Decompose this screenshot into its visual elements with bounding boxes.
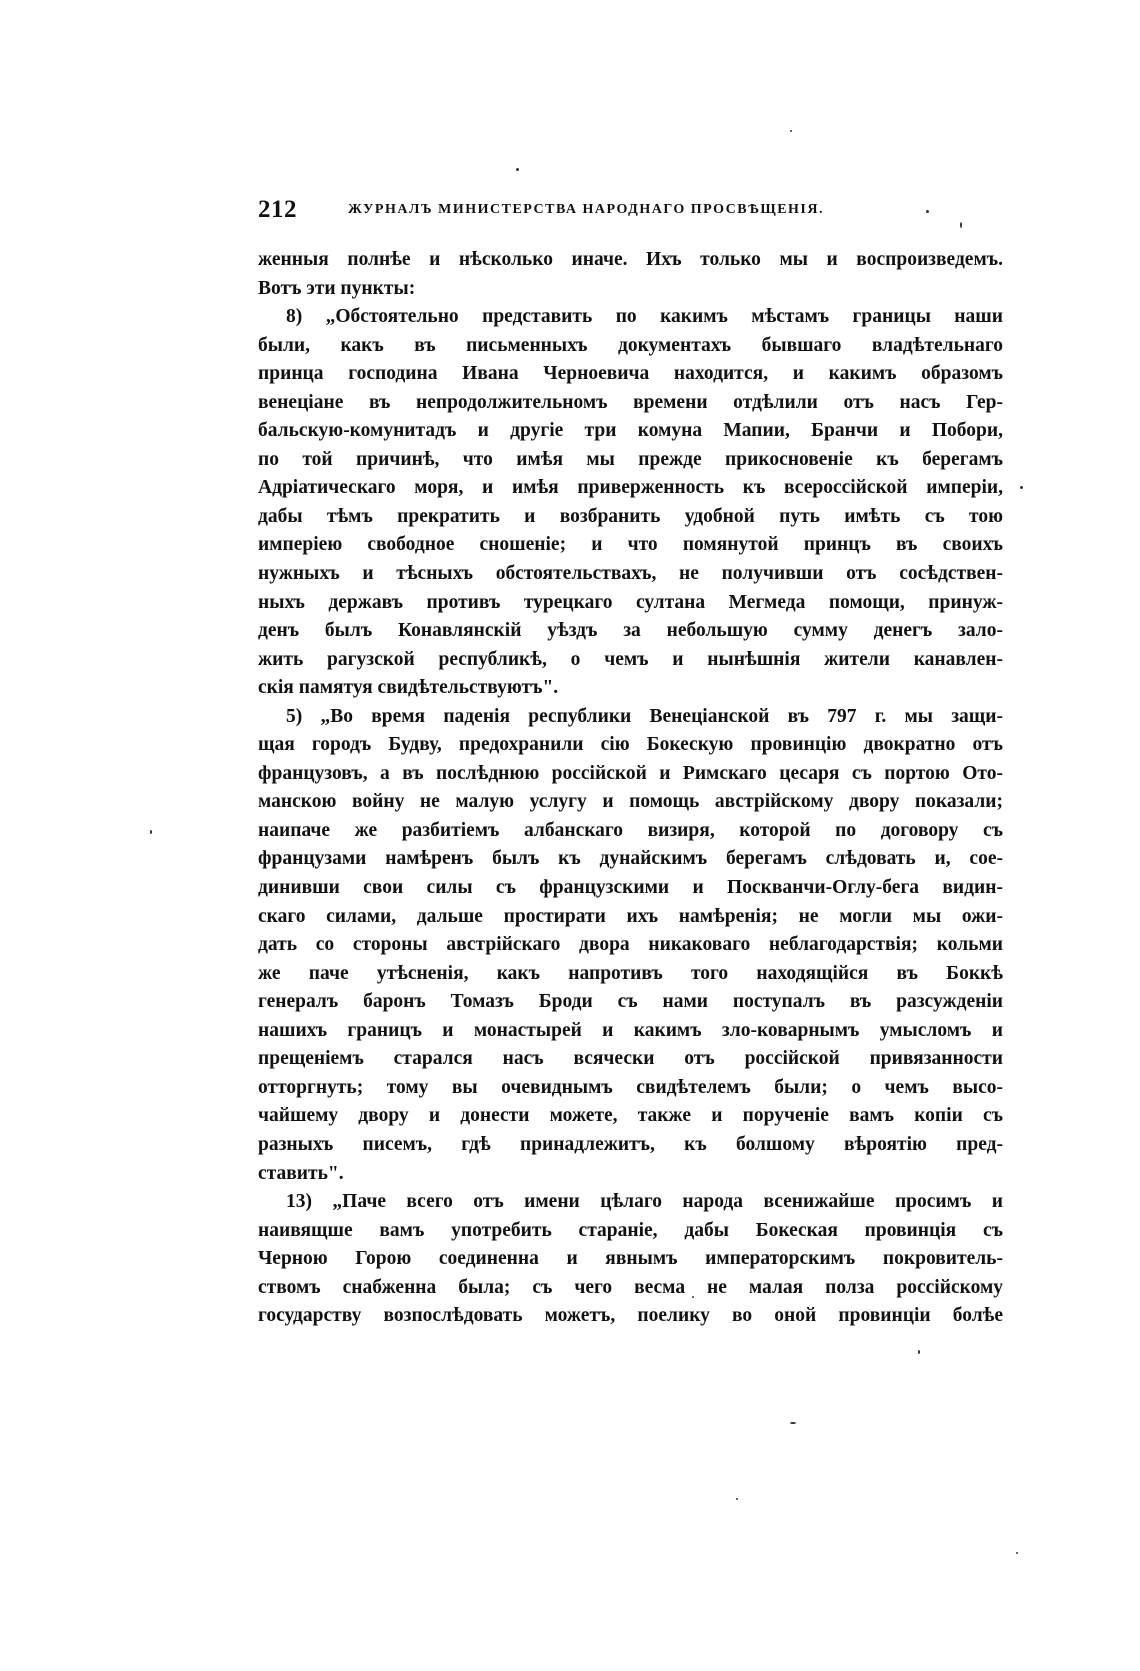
text-line: Черною Горою соединенна и явнымъ императорскимъ покровитель- xyxy=(258,1248,1003,1270)
paragraph-start-8: 8) „Обстоятельно представить по какимъ мѣстамъ границы наши xyxy=(286,306,1003,328)
text-line: имперіею свободное сношеніе; и что помянутой принцъ въ своихъ xyxy=(258,534,1003,556)
document-page xyxy=(258,196,1003,1331)
text-line: бальскую-комунитадъ и другіе три комуна Мапии, Бранчи и Побори, xyxy=(258,420,1003,442)
text-line: женныя полнѣе и нѣсколько иначе. Ихъ только мы и воспроизведемъ. xyxy=(258,249,1003,270)
text-line: французовъ, а въ послѣднюю россійской и Римскаго цесаря съ портою Ото- xyxy=(258,762,1003,784)
text-line: щая городъ Будву, предохранили сію Бокескую провинцію двократно отъ xyxy=(258,734,1003,756)
text-line: наивящше вамъ употребить стараніе, дабы Бокеская провинція съ xyxy=(258,1219,1003,1241)
running-title: ЖУРНАЛЪ МИНИСТЕРСТВА НАРОДНАГО ПРОСВѢЩЕНІЯ. xyxy=(348,202,824,217)
paragraph-start-5: 5) „Во время паденія республики Венеціанской въ 797 г. мы защи- xyxy=(286,705,1003,727)
text-line: денъ былъ Конавлянскій уѣздъ за небольшую сумму денегъ зало- xyxy=(258,620,1003,642)
text-line: же паче утѣсненія, какъ напротивъ того находящійся въ Боккѣ xyxy=(258,962,1003,984)
text-line: манскою войну не малую услугу и помощь австрійскому двору показали; xyxy=(258,791,1003,813)
text-line: дабы тѣмъ прекратить и возбранить удобной путь имѣть съ тою xyxy=(258,505,1003,527)
text-line: дать со стороны австрійскаго двора никаковаго неблагодарствія; кольми xyxy=(258,934,1003,956)
text-line: нашихъ границъ и монастырей и какимъ зло-коварнымъ умысломъ и xyxy=(258,1019,1003,1041)
text-line: жить рагузской республикѣ, о чемъ и нынѣшнія жители канавлен- xyxy=(258,648,1003,670)
text-line: скія памятуя свидѣтельствуютъ". xyxy=(258,677,559,699)
text-line: по той причинѣ, что имѣя мы прежде прикосновеніе къ берегамъ xyxy=(258,448,1003,470)
text-line: генералъ баронъ Томазъ Броди съ нами поступалъ въ разсужденіи xyxy=(258,991,1003,1013)
page-header xyxy=(258,196,1003,236)
text-line: ныхъ державъ противъ турецкаго султана Мегмеда помощи, принуж- xyxy=(258,591,1003,613)
text-line: ствомъ снабженна была; съ чего весма не малая полза россійскому xyxy=(258,1276,1003,1298)
paragraph-start-13: 13) „Паче всего отъ имени цѣлаго народа всенижайше просимъ и xyxy=(286,1191,1003,1213)
text-line: отторгнуть; тому вы очевиднымъ свидѣтелемъ были; о чемъ высо- xyxy=(258,1076,1003,1098)
text-line: государству возпослѣдовать можетъ, поелику во оной провинціи болѣе xyxy=(258,1305,1003,1327)
text-line: французами намѣренъ былъ къ дунайскимъ берегамъ слѣдовать и, сое- xyxy=(258,848,1003,870)
text-line: Адріатическаго моря, и имѣя приверженность къ всероссійской имперіи, xyxy=(258,477,1003,499)
text-line: ставить". xyxy=(258,1162,344,1184)
page-number: 212 xyxy=(258,196,297,223)
body-text xyxy=(258,246,1003,1331)
text-line: прещеніемъ старался насъ всячески отъ россійской привязанности xyxy=(258,1048,1003,1070)
text-line: венеціане въ непродолжительномъ времени отдѣлили отъ насъ Гер- xyxy=(258,391,1003,413)
text-line: Вотъ эти пункты: xyxy=(258,277,416,299)
text-line: разныхъ писемъ, гдѣ принадлежитъ, къ болшому вѣроятію пред- xyxy=(258,1133,1003,1155)
text-line: скаго силами, дальше простирати ихъ намѣренія; не могли мы ожи- xyxy=(258,905,1003,927)
text-line: наипаче же разбитіемъ албанскаго визиря, которой по договору съ xyxy=(258,819,1003,841)
text-line: были, какъ въ письменныхъ документахъ бывшаго владѣтельнаго xyxy=(258,334,1003,356)
text-line: динивши свои силы съ французскими и Поскванчи-Оглу-бега видин- xyxy=(258,877,1003,899)
text-line: чайшему двору и донести можете, также и порученіе вамъ копіи съ xyxy=(258,1105,1003,1127)
text-line: нужныхъ и тѣсныхъ обстоятельствахъ, не получивши отъ сосѣдствен- xyxy=(258,563,1003,585)
text-line: принца господина Ивана Черноевича находится, и какимъ образомъ xyxy=(258,363,1003,385)
